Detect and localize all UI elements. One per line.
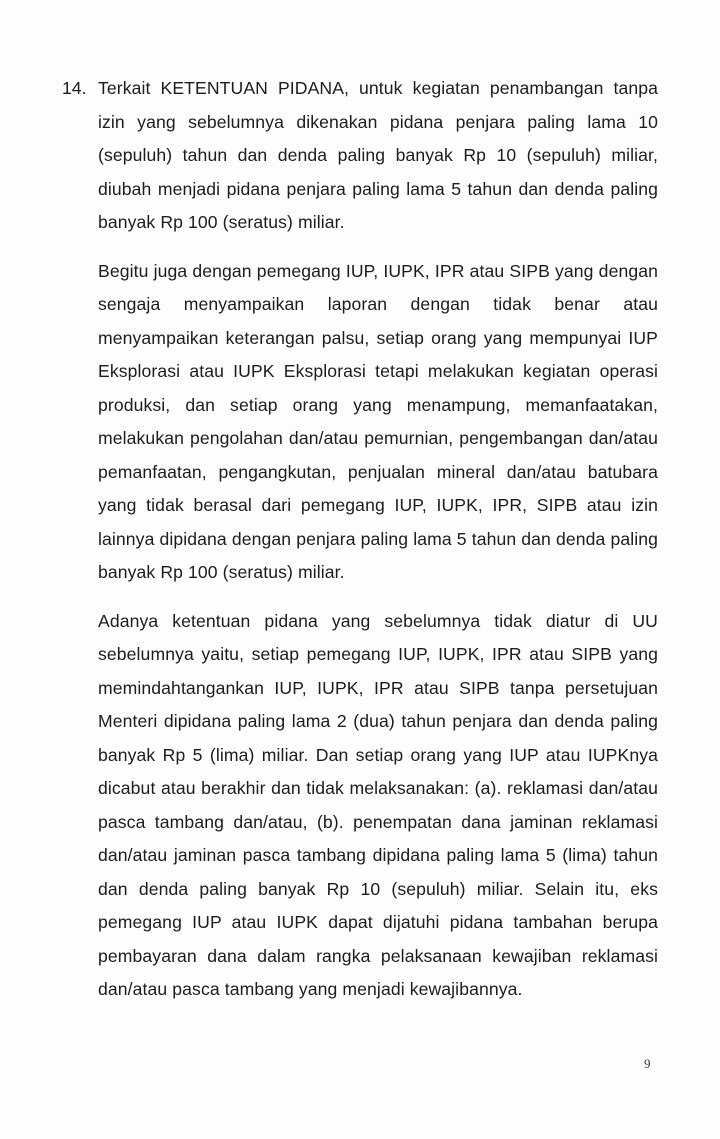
page-number: 9: [644, 1056, 651, 1071]
paragraph-2: Begitu juga dengan pemegang IUP, IUPK, IPR atau SIPB yang dengan sengaja menyampaikan laporan dengan tidak benar atau menyampaikan keterangan palsu, setiap orang yang mempunyai IUP Eksplorasi atau IUPK Eksplorasi tetapi melakukan kegiatan operasi produksi, dan setiap orang yang menampung, memanfaatakan, melakukan pengolahan dan/atau pemurnian, pengembangan dan/atau pemanfaatan, pengangkutan, penjualan mineral dan/atau batubara yang tidak berasal dari pemegang IUP, IUPK, IPR, SIPB atau izin lainnya dipidana dengan penjara paling lama 5 tahun dan denda paling banyak Rp 100 (seratus) miliar.: [98, 260, 658, 582]
item-body: [98, 72, 658, 1007]
paragraph-3: Adanya ketentuan pidana yang sebelumnya tidak diatur di UU sebelumnya yaitu, setiap pemegang IUP, IUPK, IPR atau SIPB yang memindahtangankan IUP, IUPK, IPR atau SIPB tanpa persetujuan Menteri dipidana paling lama 2 (dua) tahun penjara dan denda paling banyak Rp 5 (lima) miliar. Dan setiap orang yang IUP atau IUPKnya dicabut atau berakhir dan tidak melaksanakan: (a). reklamasi dan/atau pasca tambang dan/atau, (b). penempatan dana jaminan reklamasi dan/atau jaminan pasca tambang dipidana paling lama 5 (lima) tahun dan denda paling banyak Rp 10 (sepuluh) miliar. Selain itu, eks pemegang IUP atau IUPK dapat dijatuhi pidana tambahan berupa pembayaran dana dalam rangka pelaksanaan kewajiban reklamasi dan/atau pasca tambang yang menjadi kewajibannya.: [98, 610, 658, 999]
item-number: 14.: [62, 78, 87, 98]
paragraph-1: Terkait KETENTUAN PIDANA, untuk kegiatan penambangan tanpa izin yang sebelumnya dikenakan pidana penjara paling lama 10 (sepuluh) tahun dan denda paling banyak Rp 10 (sepuluh) miliar, diubah menjadi pidana penjara paling lama 5 tahun dan denda paling banyak Rp 100 (seratus) miliar.: [98, 78, 658, 232]
